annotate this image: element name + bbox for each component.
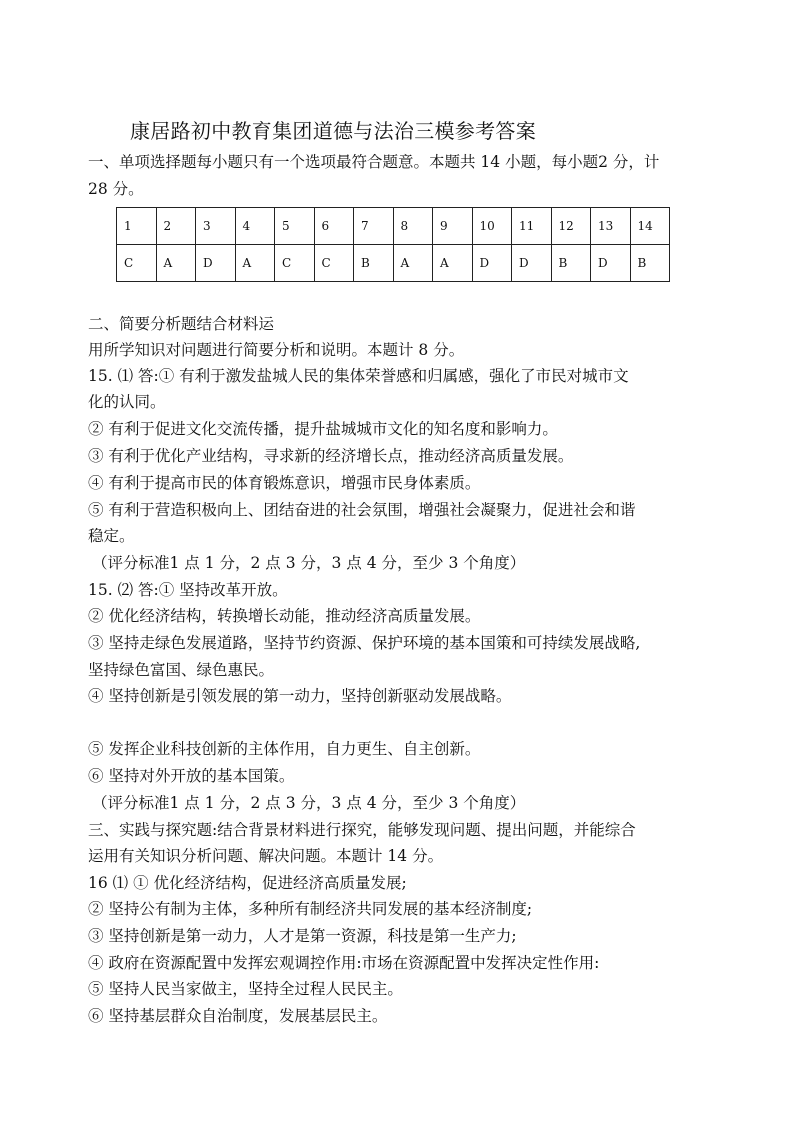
answer-cell: B	[551, 245, 591, 282]
question-number-cell: 11	[512, 208, 552, 245]
answer-cell: B	[630, 245, 670, 282]
q15-2-line1: 15. ⑵ 答:① 坚持改革开放。	[88, 581, 288, 599]
answer-cell: A	[156, 245, 196, 282]
answer-cell: A	[235, 245, 275, 282]
answer-table	[116, 207, 670, 282]
q15-2-line7: ⑥ 坚持对外开放的基本国策。	[88, 767, 295, 785]
answer-cell: A	[393, 245, 433, 282]
answer-cell: B	[354, 245, 394, 282]
q15-2-score: （评分标准1 点 1 分，2 点 3 分，3 点 4 分，至少 3 个角度）	[92, 794, 526, 812]
q15-2-line4: 坚持绿色富国、绿色惠民。	[88, 661, 275, 679]
question-number-cell: 12	[551, 208, 591, 245]
question-number-cell: 10	[472, 208, 512, 245]
answer-cell: A	[433, 245, 473, 282]
question-number-cell: 5	[275, 208, 315, 245]
question-number-cell: 9	[433, 208, 473, 245]
question-number-cell: 7	[354, 208, 394, 245]
q15-2-line2: ② 优化经济结构，转换增长动能，推动经济高质量发展。	[88, 607, 481, 625]
q16-1-line6: ⑥ 坚持基层群众自治制度，发展基层民主。	[88, 1007, 388, 1025]
answer-cell: C	[314, 245, 354, 282]
section3-heading-line1: 三、实践与探究题:结合背景材料进行探究，能够发现问题、提出问题，并能综合	[88, 821, 636, 839]
answer-cell: D	[591, 245, 631, 282]
q16-1-line1: 16 ⑴ ① 优化经济结构，促进经济高质量发展;	[88, 874, 407, 892]
question-number-cell: 14	[630, 208, 670, 245]
answer-row	[117, 245, 670, 282]
q15-2-line3: ③ 坚持走绿色发展道路，坚持节约资源、保护环境的基本国策和可持续发展战略,	[88, 634, 641, 652]
q15-1-line2: 化的认同。	[88, 393, 166, 411]
q15-1-line3: ② 有利于促进文化交流传播，提升盐城城市文化的知名度和影响力。	[88, 420, 558, 438]
q15-1-line6: ⑤ 有利于营造积极向上、团结奋进的社会氛围，增强社会凝聚力，促进社会和谐	[88, 501, 636, 519]
question-number-cell: 6	[314, 208, 354, 245]
section1-heading-line2: 28 分。	[88, 180, 144, 198]
section2-heading-line1: 二、简要分析题结合材料运	[88, 315, 275, 333]
q15-2-line5: ④ 坚持创新是引领发展的第一动力，坚持创新驱动发展战略。	[88, 687, 512, 705]
q16-1-line3: ③ 坚持创新是第一动力，人才是第一资源，科技是第一生产力;	[88, 927, 517, 945]
q15-1-line1: 15. ⑴ 答:① 有利于激发盐城人民的集体荣誉感和归属感，强化了市民对城市文	[88, 367, 629, 385]
answer-cell: D	[472, 245, 512, 282]
question-number-cell: 13	[591, 208, 631, 245]
section3-heading-line2: 运用有关知识分析问题、解决问题。本题计 14 分。	[88, 847, 444, 865]
question-number-cell: 3	[196, 208, 236, 245]
q15-2-line6: ⑤ 发挥企业科技创新的主体作用，自力更生、自主创新。	[88, 740, 481, 758]
answer-cell: D	[196, 245, 236, 282]
answer-cell: C	[117, 245, 157, 282]
answer-cell: C	[275, 245, 315, 282]
question-number-cell: 1	[117, 208, 157, 245]
q16-1-line5: ⑤ 坚持人民当家做主，坚持全过程人民民主。	[88, 980, 403, 998]
q15-1-score: （评分标准1 点 1 分，2 点 3 分，3 点 4 分，至少 3 个角度）	[92, 554, 526, 572]
section2-heading-line2: 用所学知识对问题进行简要分析和说明。本题计 8 分。	[88, 341, 465, 359]
q15-1-line7: 稳定。	[88, 527, 135, 545]
q15-1-line5: ④ 有利于提高市民的体育锻炼意识，增强市民身体素质。	[88, 474, 481, 492]
question-number-cell: 2	[156, 208, 196, 245]
q16-1-line2: ② 坚持公有制为主体，多种所有制经济共同发展的基本经济制度;	[88, 900, 533, 918]
section1-heading-line1: 一、单项选择题每小题只有一个选项最符合题意。本题共 14 小题，每小题2 分，计	[88, 153, 660, 171]
question-number-cell: 8	[393, 208, 433, 245]
answer-cell: D	[512, 245, 552, 282]
question-number-row	[117, 208, 670, 245]
q16-1-line4: ④ 政府在资源配置中发挥宏观调控作用:市场在资源配置中发挥决定性作用:	[88, 954, 600, 972]
document-title: 康居路初中教育集团道德与法治三模参考答案	[130, 119, 536, 143]
q15-1-line4: ③ 有利于优化产业结构，寻求新的经济增长点，推动经济高质量发展。	[88, 447, 574, 465]
question-number-cell: 4	[235, 208, 275, 245]
